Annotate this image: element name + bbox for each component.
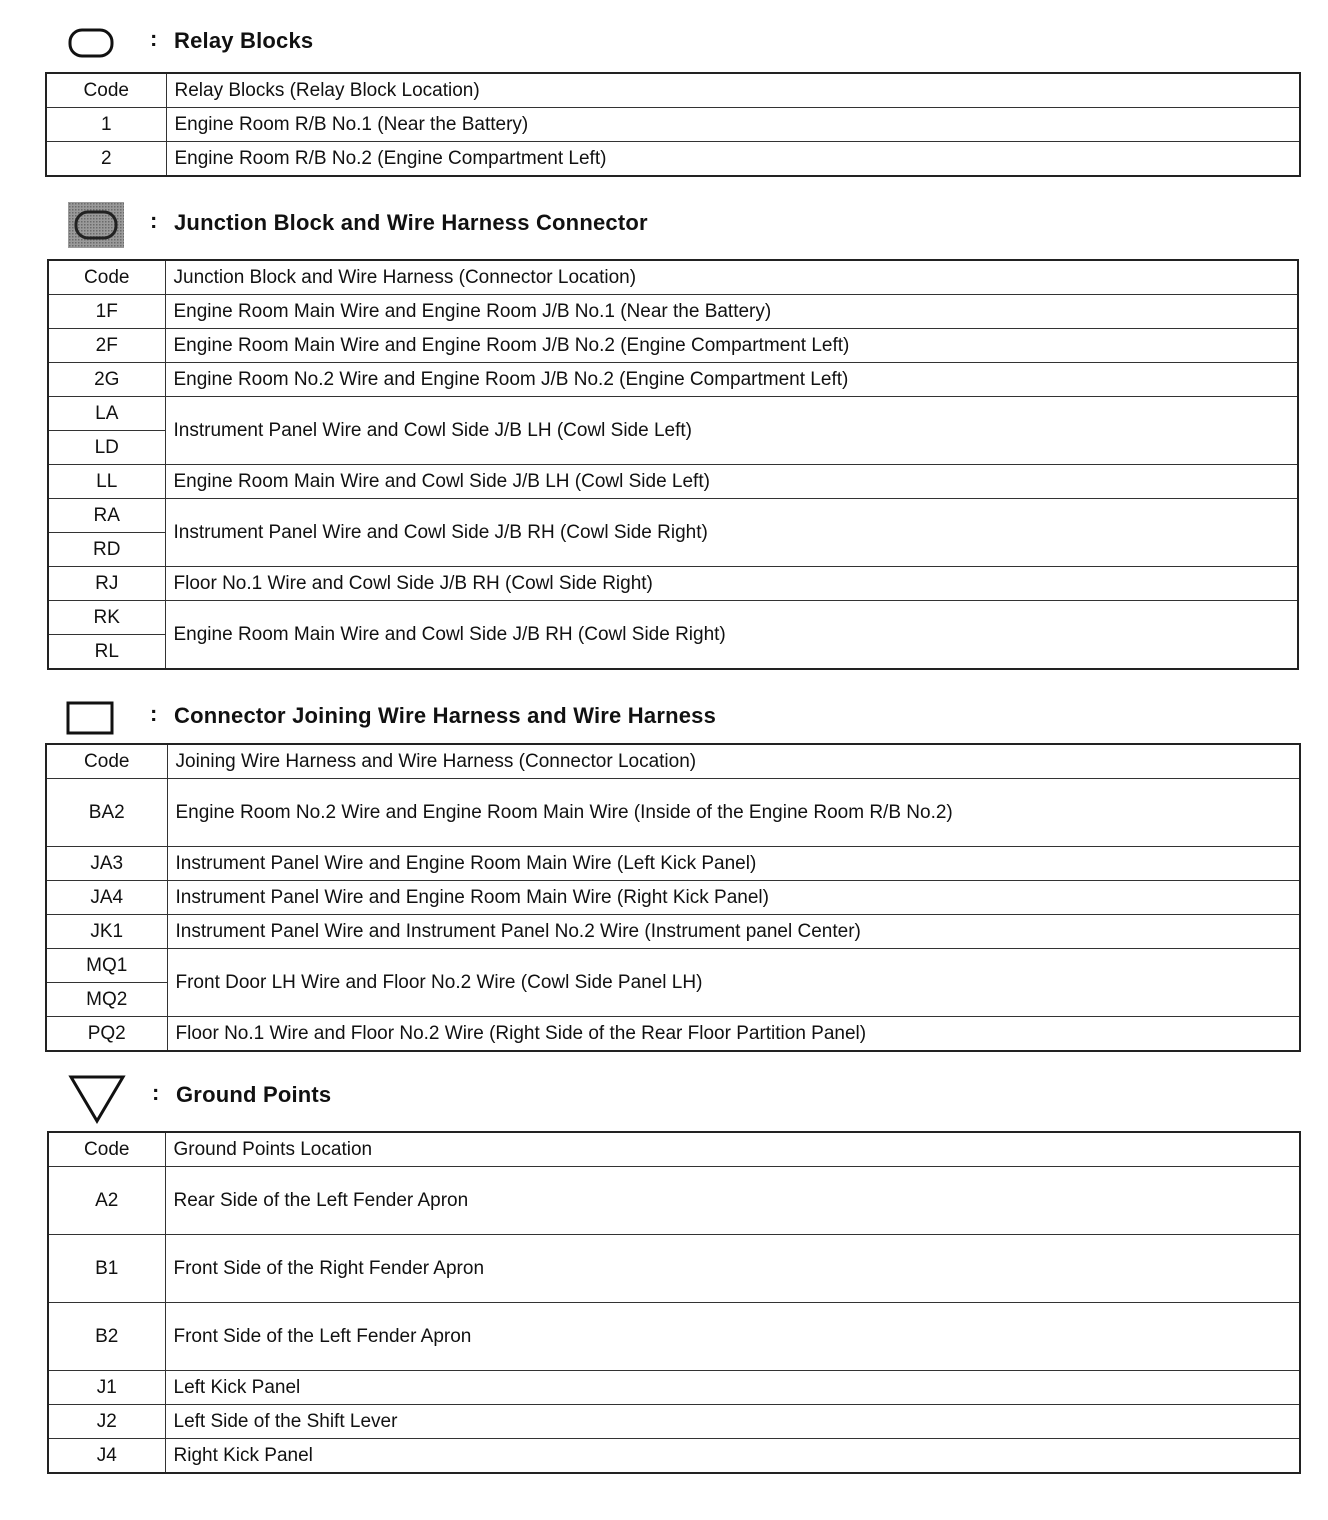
row-desc: Floor No.1 Wire and Cowl Side J/B RH (Cowl Side Right): [165, 567, 1298, 601]
row-desc: Left Kick Panel: [165, 1371, 1300, 1405]
row-code: 1: [46, 108, 166, 142]
table-row: [46, 108, 1300, 142]
row-code: B1: [48, 1235, 165, 1303]
header-desc: Junction Block and Wire Harness (Connector Location): [165, 260, 1298, 295]
table-row: [46, 779, 1300, 847]
title-colon: :: [150, 26, 158, 51]
table-row: [48, 1167, 1300, 1235]
table-row: [48, 1303, 1300, 1371]
row-desc: Front Side of the Left Fender Apron: [165, 1303, 1300, 1371]
row-code: RD: [48, 533, 165, 567]
row-code: LA: [48, 397, 165, 431]
table-header-row: [46, 744, 1300, 779]
row-desc: Engine Room Main Wire and Engine Room J/B No.1 (Near the Battery): [165, 295, 1298, 329]
row-desc: Engine Room R/B No.2 (Engine Compartment Left): [166, 142, 1300, 177]
row-code: RJ: [48, 567, 165, 601]
row-desc: Engine Room No.2 Wire and Engine Room Main Wire (Inside of the Engine Room R/B No.2): [167, 779, 1300, 847]
section-title-ground-points: [0, 1076, 1328, 1116]
row-code: MQ1: [46, 949, 167, 983]
header-desc: Joining Wire Harness and Wire Harness (Connector Location): [167, 744, 1300, 779]
row-desc: Left Side of the Shift Lever: [165, 1405, 1300, 1439]
row-code: RA: [48, 499, 165, 533]
relay-blocks-table: [45, 72, 1301, 177]
row-desc: Engine Room No.2 Wire and Engine Room J/B No.2 (Engine Compartment Left): [165, 363, 1298, 397]
table-row: [46, 881, 1300, 915]
table-row: [48, 1371, 1300, 1405]
row-code: MQ2: [46, 983, 167, 1017]
table-row: [48, 363, 1298, 397]
row-code: 2F: [48, 329, 165, 363]
rectangle-icon: [66, 701, 114, 740]
table-row: [48, 295, 1298, 329]
row-code: JA4: [46, 881, 167, 915]
row-code: JK1: [46, 915, 167, 949]
row-code: BA2: [46, 779, 167, 847]
header-code: Code: [48, 260, 165, 295]
table-row: [48, 601, 1298, 635]
row-code: B2: [48, 1303, 165, 1371]
section-title-connector-joining: [0, 697, 1328, 737]
table-row: [46, 142, 1300, 177]
row-code: J4: [48, 1439, 165, 1474]
table-row: [46, 915, 1300, 949]
row-desc: Instrument Panel Wire and Engine Room Main Wire (Right Kick Panel): [167, 881, 1300, 915]
section-title: Connector Joining Wire Harness and Wire Harness: [174, 703, 717, 728]
row-code: RK: [48, 601, 165, 635]
section-title-junction-block: [0, 204, 1328, 244]
row-desc: Front Side of the Right Fender Apron: [165, 1235, 1300, 1303]
section-title-relay-blocks: [0, 22, 1328, 62]
table-row: [48, 1405, 1300, 1439]
row-code: LD: [48, 431, 165, 465]
triangle-down-icon: [68, 1074, 126, 1129]
rounded-rect-icon: [68, 28, 114, 63]
row-code: 1F: [48, 295, 165, 329]
row-desc: Floor No.1 Wire and Floor No.2 Wire (Right Side of the Rear Floor Partition Panel): [167, 1017, 1300, 1052]
ground-points-table: [47, 1131, 1301, 1474]
table-row: [46, 949, 1300, 983]
row-desc: Right Kick Panel: [165, 1439, 1300, 1474]
section-title: Ground Points: [176, 1082, 332, 1107]
row-desc: Instrument Panel Wire and Instrument Panel No.2 Wire (Instrument panel Center): [167, 915, 1300, 949]
table-header-row: [48, 1132, 1300, 1167]
section-title: Junction Block and Wire Harness Connector: [174, 210, 648, 235]
row-code: LL: [48, 465, 165, 499]
title-colon: :: [150, 208, 158, 233]
header-code: Code: [48, 1132, 165, 1167]
shaded-rounded-rect-icon: [66, 200, 126, 255]
section-title: Relay Blocks: [174, 28, 314, 53]
table-row: [48, 1439, 1300, 1474]
table-row: [48, 499, 1298, 533]
row-desc: Instrument Panel Wire and Cowl Side J/B RH (Cowl Side Right): [165, 499, 1298, 567]
row-code: JA3: [46, 847, 167, 881]
junction-block-table: [47, 259, 1299, 670]
header-desc: Ground Points Location: [165, 1132, 1300, 1167]
row-code: PQ2: [46, 1017, 167, 1052]
title-colon: :: [150, 701, 158, 726]
row-code: J1: [48, 1371, 165, 1405]
row-desc: Engine Room Main Wire and Cowl Side J/B LH (Cowl Side Left): [165, 465, 1298, 499]
table-row: [46, 1017, 1300, 1052]
table-row: [48, 567, 1298, 601]
table-header-row: [48, 260, 1298, 295]
row-code: 2G: [48, 363, 165, 397]
row-code: RL: [48, 635, 165, 670]
row-desc: Instrument Panel Wire and Engine Room Main Wire (Left Kick Panel): [167, 847, 1300, 881]
row-code: A2: [48, 1167, 165, 1235]
row-desc: Engine Room R/B No.1 (Near the Battery): [166, 108, 1300, 142]
row-desc: Engine Room Main Wire and Engine Room J/B No.2 (Engine Compartment Left): [165, 329, 1298, 363]
table-row: [48, 397, 1298, 431]
header-code: Code: [46, 73, 166, 108]
row-desc: Instrument Panel Wire and Cowl Side J/B LH (Cowl Side Left): [165, 397, 1298, 465]
table-row: [48, 329, 1298, 363]
table-row: [48, 465, 1298, 499]
table-header-row: [46, 73, 1300, 108]
connector-joining-table: [45, 743, 1301, 1052]
row-desc: Front Door LH Wire and Floor No.2 Wire (Cowl Side Panel LH): [167, 949, 1300, 1017]
row-desc: Engine Room Main Wire and Cowl Side J/B RH (Cowl Side Right): [165, 601, 1298, 670]
row-code: 2: [46, 142, 166, 177]
row-desc: Rear Side of the Left Fender Apron: [165, 1167, 1300, 1235]
table-row: [46, 847, 1300, 881]
header-desc: Relay Blocks (Relay Block Location): [166, 73, 1300, 108]
row-code: J2: [48, 1405, 165, 1439]
title-colon: :: [152, 1080, 160, 1105]
header-code: Code: [46, 744, 167, 779]
table-row: [48, 1235, 1300, 1303]
